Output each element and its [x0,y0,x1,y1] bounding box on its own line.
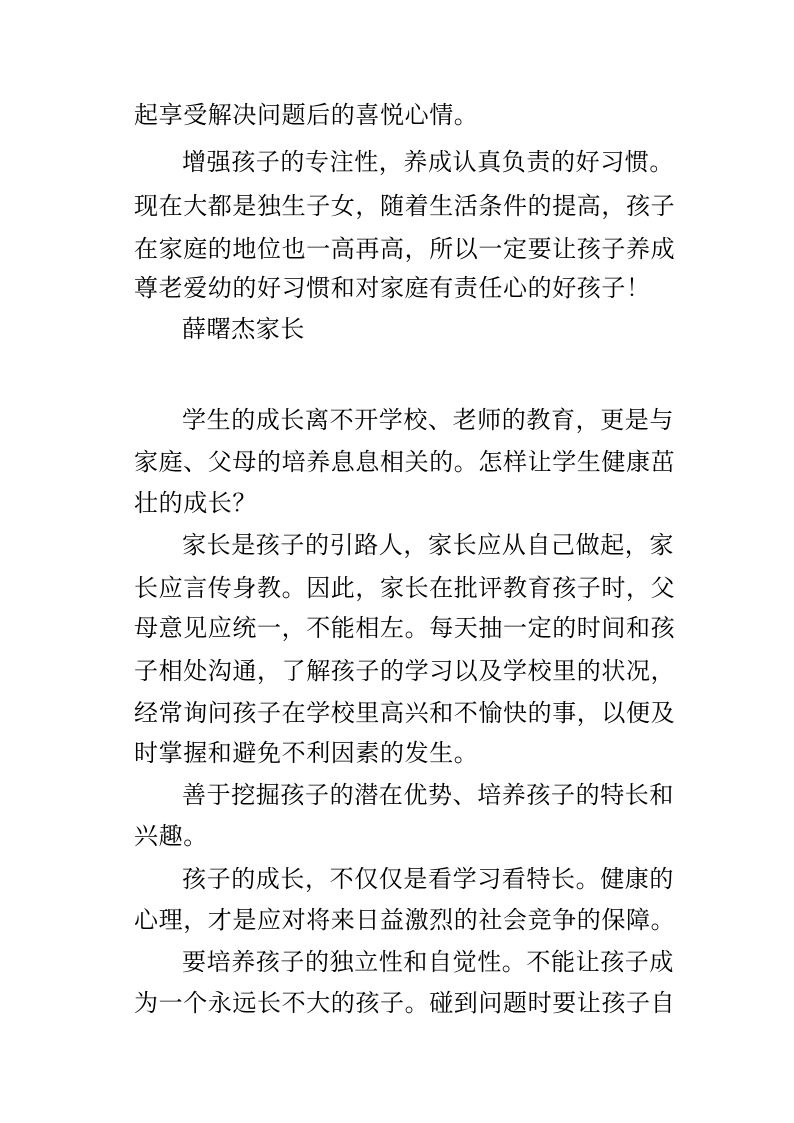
paragraph-line-15: 善于挖掘孩子的潜在优势、培养孩子的特长和 [182,781,674,809]
paragraph-line-8: 壮的成长？ [134,489,257,517]
paragraph-line-12: 子相处沟通，了解孩子的学习以及学校里的状况， [134,657,676,685]
paragraph-line-2: 增强孩子的专注性，养成认真负责的好习惯。 [182,148,674,176]
paragraph-line-11: 母意见应统一，不能相左。每天抽一定的时间和孩 [134,614,676,642]
paragraph-line-4: 在家庭的地位也一高再高，所以一定要让孩子养成 [134,235,676,263]
paragraph-line-16: 兴趣。 [134,822,208,850]
paragraph-line-14: 时掌握和避免不利因素的发生。 [134,739,479,767]
paragraph-line-18: 心理，才是应对将来日益激烈的社会竞争的保障。 [134,906,676,934]
paragraph-line-10: 长应言传身教。因此，家长在批评教育孩子时，父 [134,574,676,602]
paragraph-line-5: 尊老爱幼的好习惯和对家庭有责任心的好孩子！ [134,274,651,302]
paragraph-line-1: 起享受解决问题后的喜悦心情。 [134,101,479,129]
paragraph-line-19: 要培养孩子的独立性和自觉性。不能让孩子成 [182,948,674,976]
paragraph-line-17: 孩子的成长，不仅仅是看学习看特长。健康的 [182,865,674,893]
paragraph-line-9: 家长是孩子的引路人，家长应从自己做起，家 [182,531,674,559]
paragraph-line-13: 经常询问孩子在学校里高兴和不愉快的事，以便及 [134,699,676,727]
paragraph-line-6: 学生的成长离不开学校、老师的教育，更是与 [182,406,674,434]
signature: 薛曙杰家长 [182,315,305,343]
paragraph-line-7: 家庭、父母的培养息息相关的。怎样让学生健康茁 [134,448,676,476]
paragraph-line-20: 为一个永远长不大的孩子。碰到问题时要让孩子自 [134,989,676,1017]
paragraph-line-3: 现在大都是独生子女，随着生活条件的提高，孩子 [134,192,676,220]
